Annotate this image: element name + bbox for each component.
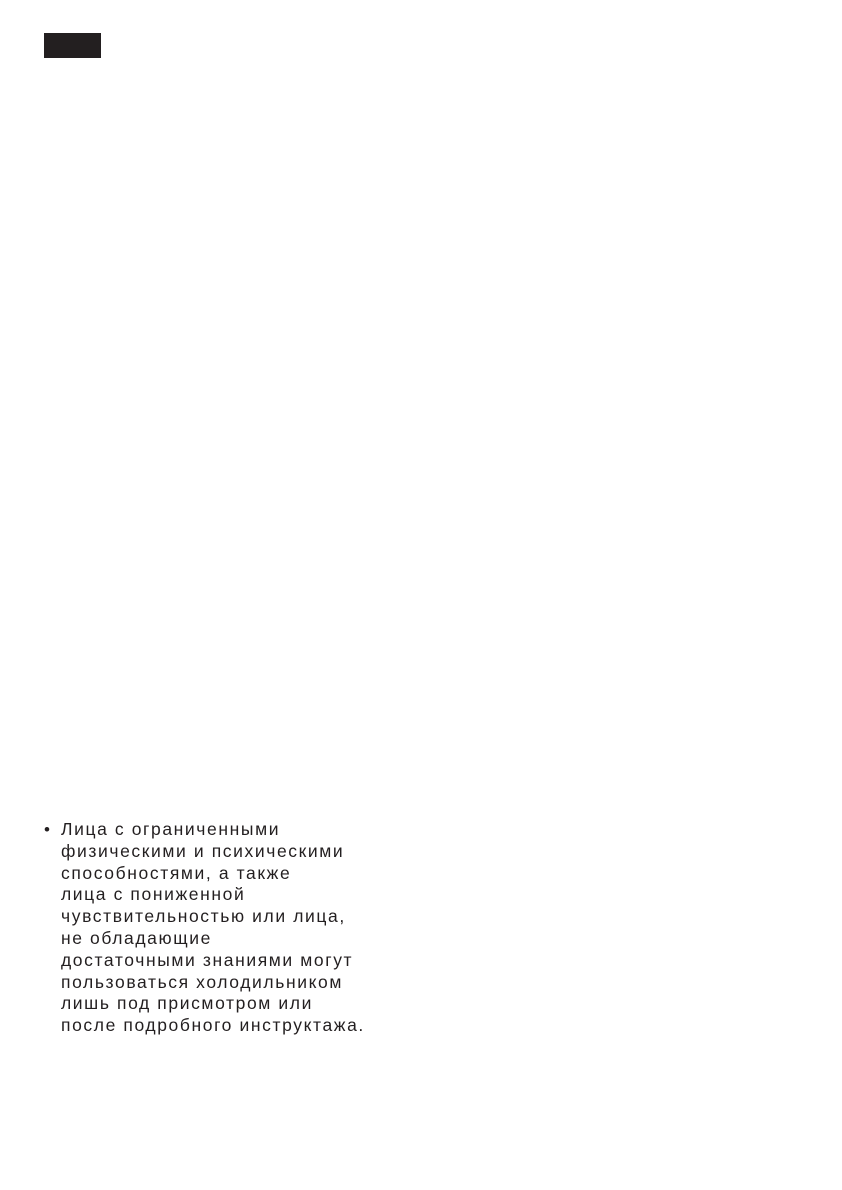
warning-line: достаточными знаниями могут bbox=[61, 949, 354, 970]
bullet-icon: • bbox=[44, 820, 50, 839]
warning-line: Лица с ограниченными bbox=[61, 819, 281, 839]
warning-line: лица с пониженной bbox=[61, 884, 246, 905]
warning-line: пользоваться холодильником bbox=[61, 971, 344, 992]
warning-text bbox=[61, 819, 365, 1037]
language-tab-marker bbox=[44, 33, 101, 58]
warning-line: чувствительностью или лица, bbox=[61, 906, 346, 927]
warning-line: лишь под присмотром или bbox=[61, 993, 313, 1014]
warning-line: способностями, а также bbox=[61, 862, 292, 883]
warning-line: физическими и психическими bbox=[61, 840, 345, 861]
warning-line: после подробного инструктажа. bbox=[61, 1015, 365, 1036]
warning-line: не обладающие bbox=[61, 927, 212, 948]
